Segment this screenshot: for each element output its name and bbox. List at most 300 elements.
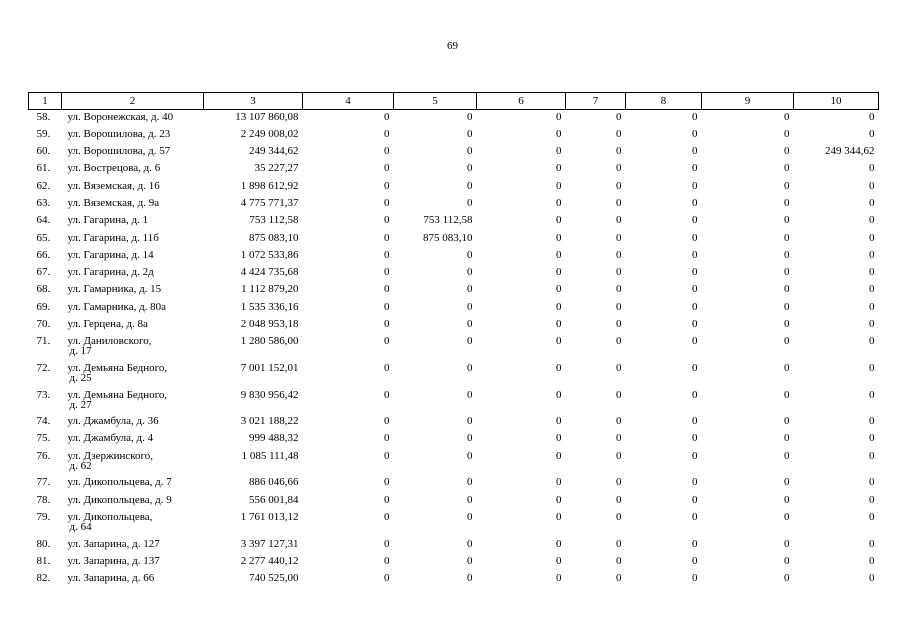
table-row: [29, 431, 879, 448]
value-cell: 1 112 879,20: [241, 283, 299, 296]
value-cell: 0: [556, 300, 562, 313]
value-cell: 0: [616, 127, 622, 140]
value-cell: 1 280 586,00: [240, 335, 299, 348]
value-cell: 0: [467, 510, 473, 523]
value-cell: 0: [467, 449, 473, 462]
value-cell: 0: [869, 196, 875, 209]
value-cell: 1 761 013,12: [240, 510, 299, 523]
address-line-2: д. 27: [69, 398, 92, 411]
table-row: [29, 110, 879, 127]
value-cell: 0: [384, 179, 390, 192]
table-row: [29, 213, 879, 230]
value-cell: 886 046,66: [249, 476, 299, 489]
value-cell: 0: [556, 476, 562, 489]
value-cell: 0: [384, 449, 390, 462]
value-cell: 0: [692, 127, 698, 140]
address-cell: [62, 161, 204, 178]
value-cell: 0: [616, 162, 622, 175]
value-cell: 0: [869, 432, 875, 445]
table-row: [29, 449, 879, 476]
row-number: 81.: [36, 554, 51, 567]
address-cell: [62, 493, 204, 510]
value-cell: 0: [692, 266, 698, 279]
address-line: ул. Воронежская, д. 40: [67, 111, 174, 123]
value-cell: 0: [869, 449, 875, 462]
value-cell: 0: [556, 554, 562, 567]
value-cell: 0: [384, 537, 390, 550]
value-cell: 0: [784, 388, 790, 401]
value-cell: 0: [784, 248, 790, 261]
value-cell: 0: [556, 415, 562, 428]
address-line-2: д. 17: [69, 345, 92, 358]
value-cell: 0: [616, 432, 622, 445]
row-number: 66.: [36, 248, 51, 261]
row-number: 74.: [36, 415, 51, 428]
address-line-2: д. 25: [69, 371, 92, 384]
address-cell: [62, 388, 204, 415]
value-cell: 0: [869, 283, 875, 296]
column-header: 5: [394, 93, 477, 110]
value-cell: 0: [556, 318, 562, 331]
address-line: ул. Запарина, д. 137: [67, 554, 160, 567]
value-cell: 0: [869, 476, 875, 489]
column-header: 7: [566, 93, 626, 110]
value-cell: 0: [616, 449, 622, 462]
table-row: [29, 388, 879, 415]
address-cell: [62, 431, 204, 448]
value-cell: 0: [692, 318, 698, 331]
row-number: 79.: [36, 510, 51, 523]
address-line: ул. Демьяна Бедного,: [67, 361, 168, 374]
value-cell: 0: [467, 388, 473, 401]
value-cell: 0: [467, 572, 473, 585]
address-line: ул. Гагарина, д. 2д: [67, 266, 154, 279]
value-cell: 0: [784, 572, 790, 585]
value-cell: 0: [556, 449, 562, 462]
value-cell: 0: [784, 318, 790, 331]
value-cell: 0: [384, 231, 390, 244]
value-cell: 0: [384, 361, 390, 374]
value-cell: 740 525,00: [249, 572, 299, 585]
value-cell: 0: [467, 432, 473, 445]
value-cell: 0: [384, 554, 390, 567]
address-cell: [62, 127, 204, 144]
address-cell: [62, 361, 204, 388]
value-cell: 0: [692, 572, 698, 585]
value-cell: 13 107 860,08: [235, 111, 299, 123]
table-row: [29, 161, 879, 178]
table-row: [29, 475, 879, 492]
value-cell: 0: [384, 476, 390, 489]
value-cell: 2 277 440,12: [240, 554, 299, 567]
address-cell: [62, 196, 204, 213]
table-row: [29, 231, 879, 248]
value-cell: 0: [384, 572, 390, 585]
value-cell: 0: [869, 388, 875, 401]
value-cell: 0: [467, 111, 473, 123]
address-cell: [62, 231, 204, 248]
value-cell: 0: [869, 214, 875, 227]
value-cell: 0: [556, 127, 562, 140]
value-cell: 0: [784, 432, 790, 445]
value-cell: 753 112,58: [249, 214, 299, 227]
value-cell: 1 085 111,48: [241, 449, 299, 462]
value-cell: 0: [692, 361, 698, 374]
address-cell: [62, 414, 204, 431]
value-cell: 0: [556, 335, 562, 348]
value-cell: 0: [467, 476, 473, 489]
column-header: 8: [626, 93, 702, 110]
value-cell: 9 830 956,42: [240, 388, 299, 401]
address-line: ул. Дикопольцева,: [67, 510, 153, 523]
value-cell: 0: [467, 554, 473, 567]
row-number: 73.: [36, 388, 51, 401]
value-cell: 0: [616, 111, 622, 123]
address-line: ул. Вострецова, д. 6: [67, 162, 161, 175]
value-cell: 0: [556, 510, 562, 523]
row-number: 60.: [36, 145, 51, 158]
value-cell: 0: [556, 111, 562, 123]
value-cell: 0: [616, 572, 622, 585]
address-cell: [62, 510, 204, 537]
address-line: ул. Дзержинского,: [67, 449, 154, 462]
value-cell: 0: [467, 300, 473, 313]
address-cell: [62, 213, 204, 230]
address-line: ул. Ворошилова, д. 57: [67, 145, 171, 158]
value-cell: 0: [616, 335, 622, 348]
address-line: ул. Ворошилова, д. 23: [67, 127, 171, 140]
row-number: 78.: [36, 493, 51, 506]
value-cell: 0: [384, 415, 390, 428]
value-cell: 0: [784, 415, 790, 428]
column-header: 10: [794, 93, 879, 110]
row-number: 59.: [36, 127, 51, 140]
value-cell: 0: [467, 248, 473, 261]
value-cell: 7 001 152,01: [240, 361, 299, 374]
column-header: 2: [62, 93, 204, 110]
value-cell: 0: [692, 335, 698, 348]
value-cell: 0: [784, 266, 790, 279]
address-line: ул. Запарина, д. 127: [67, 537, 160, 550]
value-cell: 0: [556, 493, 562, 506]
value-cell: 35 227,27: [254, 162, 299, 175]
address-line: ул. Гамарника, д. 80а: [67, 300, 167, 313]
value-cell: 0: [692, 179, 698, 192]
row-number: 61.: [36, 162, 51, 175]
value-cell: 0: [556, 432, 562, 445]
value-cell: 0: [869, 510, 875, 523]
value-cell: 0: [869, 300, 875, 313]
value-cell: 0: [784, 493, 790, 506]
table-row: [29, 493, 879, 510]
value-cell: 0: [692, 162, 698, 175]
value-cell: 0: [556, 266, 562, 279]
value-cell: 0: [467, 335, 473, 348]
value-cell: 0: [692, 388, 698, 401]
value-cell: 0: [467, 537, 473, 550]
value-cell: 0: [616, 476, 622, 489]
value-cell: 0: [556, 162, 562, 175]
value-cell: 0: [556, 248, 562, 261]
address-line: ул. Гагарина, д. 14: [67, 248, 154, 261]
row-number: 77.: [36, 476, 51, 489]
value-cell: 0: [384, 432, 390, 445]
value-cell: 0: [467, 127, 473, 140]
value-cell: 0: [869, 493, 875, 506]
value-cell: 0: [467, 493, 473, 506]
row-number: 58.: [36, 111, 51, 123]
value-cell: 0: [692, 510, 698, 523]
table-row: [29, 179, 879, 196]
value-cell: 0: [869, 162, 875, 175]
value-cell: 0: [692, 145, 698, 158]
table-row: [29, 361, 879, 388]
table-row: [29, 300, 879, 317]
table-row: [29, 196, 879, 213]
address-line: ул. Вяземская, д. 16: [67, 179, 160, 192]
value-cell: 0: [467, 318, 473, 331]
address-line: ул. Гагарина, д. 11б: [67, 231, 159, 244]
value-cell: 0: [784, 449, 790, 462]
value-cell: 0: [556, 388, 562, 401]
value-cell: 0: [384, 510, 390, 523]
value-cell: 0: [616, 196, 622, 209]
value-cell: 0: [692, 283, 698, 296]
value-cell: 0: [784, 214, 790, 227]
table-row: [29, 554, 879, 571]
value-cell: 0: [692, 196, 698, 209]
value-cell: 0: [616, 231, 622, 244]
value-cell: 0: [616, 283, 622, 296]
value-cell: 0: [616, 388, 622, 401]
value-cell: 0: [556, 537, 562, 550]
value-cell: 0: [384, 196, 390, 209]
row-number: 72.: [36, 361, 51, 374]
table-row: [29, 282, 879, 299]
table-row: [29, 144, 879, 161]
value-cell: 249 344,62: [825, 145, 875, 158]
value-cell: 0: [784, 476, 790, 489]
value-cell: 0: [467, 162, 473, 175]
value-cell: 2 249 008,02: [240, 127, 299, 140]
value-cell: 0: [692, 415, 698, 428]
address-cell: [62, 334, 204, 361]
value-cell: 0: [616, 537, 622, 550]
address-cell: [62, 537, 204, 554]
value-cell: 0: [869, 537, 875, 550]
value-cell: 0: [384, 335, 390, 348]
address-line: ул. Дикопольцева, д. 7: [67, 476, 172, 489]
address-line: ул. Джамбула, д. 4: [67, 432, 154, 445]
value-cell: 0: [384, 111, 390, 123]
value-cell: 0: [784, 127, 790, 140]
address-line: ул. Гагарина, д. 1: [67, 214, 149, 227]
value-cell: 0: [784, 231, 790, 244]
value-cell: 0: [616, 510, 622, 523]
value-cell: 249 344,62: [249, 145, 299, 158]
table-row: [29, 248, 879, 265]
value-cell: 0: [869, 415, 875, 428]
address-cell: [62, 179, 204, 196]
value-cell: 0: [869, 231, 875, 244]
value-cell: 0: [692, 248, 698, 261]
value-cell: 0: [556, 231, 562, 244]
table-row: [29, 537, 879, 554]
value-cell: 0: [616, 266, 622, 279]
value-cell: 0: [869, 318, 875, 331]
value-cell: 0: [784, 145, 790, 158]
value-cell: 0: [556, 214, 562, 227]
value-cell: 0: [467, 145, 473, 158]
address-cell: [62, 265, 204, 282]
value-cell: 0: [692, 300, 698, 313]
value-cell: 0: [556, 361, 562, 374]
value-cell: 0: [556, 196, 562, 209]
value-cell: 0: [384, 162, 390, 175]
address-line: ул. Герцена, д. 8а: [67, 318, 148, 331]
value-cell: 0: [784, 537, 790, 550]
value-cell: 0: [692, 537, 698, 550]
value-cell: 0: [869, 572, 875, 585]
address-line-2: д. 62: [69, 459, 92, 472]
data-table: [28, 92, 879, 588]
value-cell: 0: [384, 318, 390, 331]
table-row: [29, 127, 879, 144]
value-cell: 0: [784, 510, 790, 523]
header-row: [29, 93, 879, 110]
value-cell: 0: [467, 415, 473, 428]
value-cell: 0: [384, 145, 390, 158]
value-cell: 0: [384, 388, 390, 401]
value-cell: 0: [616, 415, 622, 428]
value-cell: 0: [556, 572, 562, 585]
value-cell: 999 488,32: [249, 432, 299, 445]
value-cell: 0: [784, 283, 790, 296]
value-cell: 0: [616, 554, 622, 567]
table-row: [29, 265, 879, 282]
row-number: 65.: [36, 231, 51, 244]
value-cell: 0: [692, 231, 698, 244]
value-cell: 0: [869, 179, 875, 192]
address-cell: [62, 571, 204, 588]
value-cell: 0: [384, 300, 390, 313]
value-cell: 0: [692, 554, 698, 567]
column-header: 3: [204, 93, 303, 110]
value-cell: 0: [869, 361, 875, 374]
value-cell: 0: [784, 361, 790, 374]
column-header: 1: [29, 93, 62, 110]
address-line: ул. Даниловского,: [67, 335, 152, 348]
value-cell: 1 072 533,86: [240, 248, 299, 261]
table-row: [29, 334, 879, 361]
column-header: 9: [702, 93, 794, 110]
value-cell: 0: [784, 179, 790, 192]
value-cell: 1 898 612,92: [240, 179, 299, 192]
row-number: 71.: [36, 335, 51, 348]
row-number: 67.: [36, 266, 51, 279]
value-cell: 0: [616, 493, 622, 506]
value-cell: 0: [556, 283, 562, 296]
value-cell: 0: [384, 127, 390, 140]
value-cell: 0: [556, 179, 562, 192]
value-cell: 0: [616, 179, 622, 192]
value-cell: 0: [616, 361, 622, 374]
value-cell: 753 112,58: [423, 214, 473, 227]
row-number: 82.: [36, 572, 51, 585]
column-header: 4: [303, 93, 394, 110]
row-number: 63.: [36, 196, 51, 209]
value-cell: 3 021 188,22: [240, 415, 299, 428]
table-row: [29, 317, 879, 334]
address-cell: [62, 144, 204, 161]
row-number: 68.: [36, 283, 51, 296]
address-cell: [62, 110, 204, 127]
value-cell: 0: [467, 266, 473, 279]
value-cell: 0: [556, 145, 562, 158]
address-cell: [62, 300, 204, 317]
address-line: ул. Вяземская, д. 9а: [67, 196, 160, 209]
value-cell: 0: [869, 554, 875, 567]
value-cell: 0: [384, 283, 390, 296]
address-cell: [62, 282, 204, 299]
address-cell: [62, 248, 204, 265]
value-cell: 4 775 771,37: [240, 196, 299, 209]
row-number: 76.: [36, 449, 51, 462]
address-cell: [62, 449, 204, 476]
value-cell: 0: [384, 493, 390, 506]
value-cell: 0: [784, 300, 790, 313]
address-line: ул. Запарина, д. 66: [67, 572, 155, 585]
address-line: ул. Джамбула, д. 36: [67, 415, 159, 428]
row-number: 62.: [36, 179, 51, 192]
row-number: 69.: [36, 300, 51, 313]
value-cell: 0: [692, 449, 698, 462]
value-cell: 2 048 953,18: [240, 318, 299, 331]
value-cell: 0: [784, 335, 790, 348]
value-cell: 0: [384, 266, 390, 279]
address-cell: [62, 554, 204, 571]
row-number: 75.: [36, 432, 51, 445]
address-line-2: д. 64: [69, 520, 92, 533]
value-cell: 0: [616, 300, 622, 313]
address-line: ул. Дикопольцева, д. 9: [67, 493, 172, 506]
value-cell: 0: [616, 214, 622, 227]
row-number: 64.: [36, 214, 51, 227]
value-cell: 0: [869, 127, 875, 140]
address-cell: [62, 317, 204, 334]
value-cell: 0: [616, 248, 622, 261]
address-line: ул. Демьяна Бедного,: [67, 388, 168, 401]
value-cell: 4 424 735,68: [240, 266, 299, 279]
value-cell: 0: [467, 179, 473, 192]
value-cell: 3 397 127,31: [240, 537, 299, 550]
value-cell: 0: [467, 283, 473, 296]
address-cell: [62, 475, 204, 492]
value-cell: 0: [384, 214, 390, 227]
address-line: ул. Гамарника, д. 15: [67, 283, 162, 296]
value-cell: 556 001,84: [249, 493, 299, 506]
value-cell: 0: [692, 214, 698, 227]
value-cell: 0: [384, 248, 390, 261]
value-cell: 0: [467, 196, 473, 209]
page-number: 69: [447, 40, 458, 52]
value-cell: 0: [784, 554, 790, 567]
value-cell: 0: [869, 111, 875, 123]
value-cell: 1 535 336,16: [240, 300, 299, 313]
value-cell: 0: [869, 266, 875, 279]
value-cell: 0: [869, 335, 875, 348]
value-cell: 0: [784, 111, 790, 123]
